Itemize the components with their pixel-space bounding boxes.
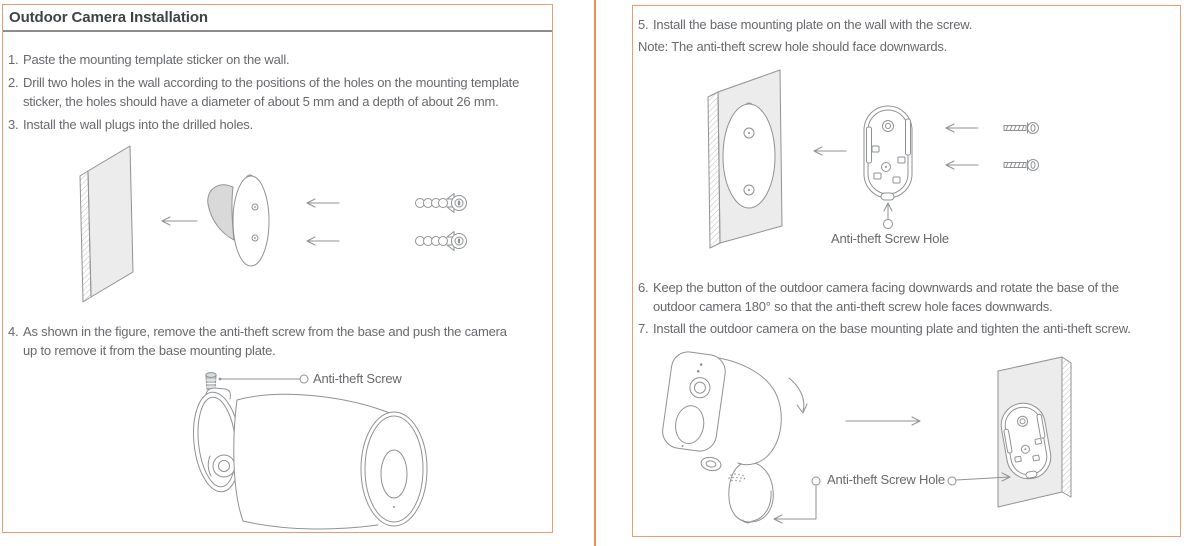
figure-step7-camera-install (640, 350, 1090, 532)
step-text: Install the base mounting plate on the wall with the screw. (653, 17, 973, 32)
step-number: 3. (8, 117, 19, 132)
step-number: 5. (638, 17, 649, 32)
screw-icon (1004, 123, 1039, 134)
step-6 (638, 278, 1143, 316)
left-arrow (946, 161, 978, 169)
step-7 (638, 319, 1165, 338)
step-number: 7. (638, 321, 649, 336)
camera-button (700, 456, 722, 472)
screw-icon (1004, 160, 1039, 171)
page-title: Outdoor Camera Installation (9, 9, 208, 26)
page-divider (594, 0, 596, 546)
step-1 (8, 50, 548, 69)
mounting-template-sticker (208, 175, 269, 266)
base-mounting-plate (864, 106, 912, 200)
figure-step5-plate-mounting (690, 65, 1120, 250)
anti-theft-screw-hole-label: Anti-theft Screw Hole (827, 472, 945, 487)
rotate-arrow (789, 378, 807, 413)
step-number: 2. (8, 75, 19, 90)
left-arrow (307, 199, 339, 207)
anti-theft-screw-label: Anti-theft Screw (313, 371, 402, 386)
step-5 (638, 15, 1178, 34)
figure-step4-camera-removal (140, 362, 470, 532)
left-arrow (946, 124, 978, 132)
step-2 (8, 73, 551, 111)
step-number: 4. (8, 324, 19, 339)
note-text: Note: The anti-theft screw hole should face downwards. (638, 39, 948, 54)
title-underline (3, 30, 552, 32)
wall-illustration (80, 146, 133, 302)
wall-plug-icon (416, 232, 467, 251)
right-page-panel (632, 5, 1181, 537)
camera-base (729, 462, 773, 523)
mounting-template-sticker (723, 103, 775, 208)
left-arrow (814, 147, 846, 155)
step-text: Paste the mounting template sticker on the wall. (23, 52, 290, 67)
step-3 (8, 115, 548, 134)
step-text: Drill two holes in the wall according to the positions of the holes on the mounting template sticker, the holes should have a diameter of about 5 mm and a depth of about 26 mm. (23, 75, 520, 109)
step-text: Install the wall plugs into the drilled holes. (23, 117, 253, 132)
figure-step3-wall-plugs (50, 135, 490, 305)
right-arrow (846, 417, 920, 425)
step-number: 1. (8, 52, 19, 67)
left-arrow (307, 237, 339, 245)
step-4 (8, 322, 517, 360)
camera-body (234, 394, 427, 529)
screw-hole-leader (884, 203, 893, 229)
anti-theft-screw-hole-label: Anti-theft Screw Hole (831, 231, 949, 246)
left-arrow (162, 217, 197, 225)
step-text: Install the outdoor camera on the base mounting plate and tighten the anti-theft screw. (653, 321, 1131, 336)
step-text: As shown in the figure, remove the anti-theft screw from the base and push the camera up to remove it from the base mounting plate. (23, 324, 507, 358)
leader-line (219, 375, 308, 383)
anti-theft-screw-icon (206, 373, 216, 389)
step-number: 6. (638, 280, 649, 295)
step-text: Keep the button of the outdoor camera facing downwards and rotate the base of the outdoor camera 180° so that the anti-theft screw hole faces downwards. (653, 280, 1119, 314)
left-page-panel (2, 4, 553, 533)
wall-plug-icon (416, 194, 467, 213)
